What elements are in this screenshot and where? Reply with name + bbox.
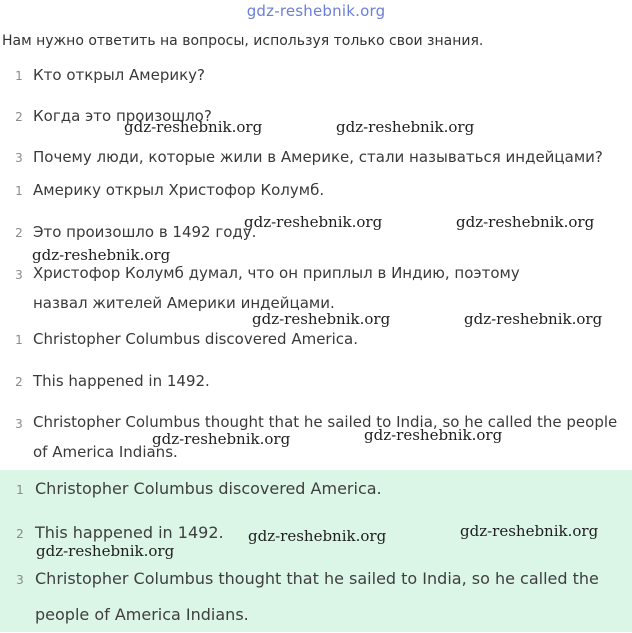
item-number: 2 (15, 110, 23, 124)
watermark: gdz-reshebnik.org (244, 213, 383, 231)
question-text: Кто открыл Америку? (33, 66, 206, 84)
answer-text: Америку открыл Христофор Колумб. (33, 181, 325, 199)
watermark: gdz-reshebnik.org (124, 118, 263, 136)
watermark: gdz-reshebnik.org (152, 430, 291, 448)
answer-text: Christopher Columbus discovered America. (35, 479, 382, 498)
answer-text: This happened in 1492. (33, 372, 210, 390)
answer-text: Это произошло в 1492 году. (33, 223, 257, 241)
watermark: gdz-reshebnik.org (252, 310, 391, 328)
item-number: 3 (16, 573, 24, 587)
watermark: gdz-reshebnik.org (364, 426, 503, 444)
watermark: gdz-reshebnik.org (36, 542, 175, 560)
item-number: 1 (15, 333, 23, 347)
item-number: 3 (15, 268, 23, 282)
item-number: 1 (16, 483, 24, 497)
watermark: gdz-reshebnik.org (460, 522, 599, 540)
intro-text: Нам нужно ответить на вопросы, используя только свои знания. (2, 33, 484, 49)
item-number: 3 (15, 151, 23, 165)
item-number: 3 (15, 417, 23, 431)
item-number: 1 (15, 69, 23, 83)
answer-text: This happened in 1492. (35, 523, 224, 542)
item-number: 2 (15, 226, 23, 240)
question-text: Когда это произошло? (33, 107, 212, 125)
watermark: gdz-reshebnik.org (248, 527, 387, 545)
watermark: gdz-reshebnik.org (32, 246, 171, 264)
answer-text: Christopher Columbus thought that he sailed to India, so he called the people of America Indians. (35, 569, 599, 624)
watermark: gdz-reshebnik.org (464, 310, 603, 328)
answer-text: Христофор Колумб думал, что он приплыл в Индию, поэтому назвал жителей Америки индейцами. (33, 264, 520, 312)
answer-text: Christopher Columbus thought that he sailed to India, so he called the people of America Indians. (33, 413, 618, 461)
item-number: 1 (15, 184, 23, 198)
item-number: 2 (15, 375, 23, 389)
watermark: gdz-reshebnik.org (336, 118, 475, 136)
site-header-watermark: gdz-reshebnik.org (246, 2, 386, 20)
question-text: Почему люди, которые жили в Америке, стали называться индейцами? (33, 148, 603, 166)
watermark: gdz-reshebnik.org (456, 213, 595, 231)
item-number: 2 (16, 527, 24, 541)
answer-text: Christopher Columbus discovered America. (33, 330, 358, 348)
